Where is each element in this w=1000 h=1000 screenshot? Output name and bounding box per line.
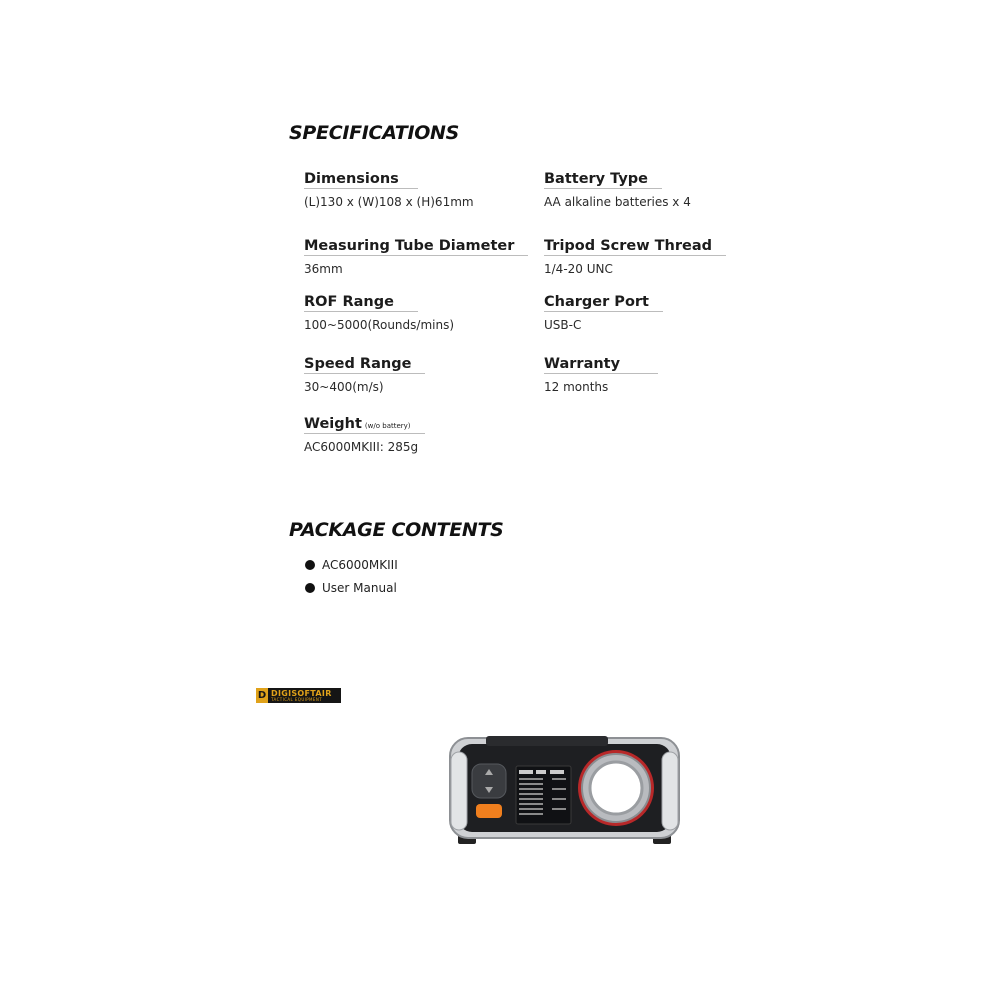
spec-label: [304, 416, 425, 434]
logo-name: DIGISOFTAIR: [271, 688, 332, 698]
spec-value: AC6000MKIII: 285g: [304, 440, 419, 454]
spec-label: Charger Port: [544, 294, 663, 312]
chronograph-device-icon: [448, 732, 683, 847]
spec-value: AA alkaline batteries x 4: [544, 195, 691, 209]
package-contents-title: PACKAGE CONTENTS: [289, 519, 504, 541]
spec-rof-range: [304, 291, 454, 332]
list-item-text: User Manual: [322, 581, 397, 595]
spec-value: 30~400(m/s): [304, 380, 384, 394]
spec-label: Tripod Screw Thread: [544, 238, 726, 256]
spec-label-note: (w/o battery): [364, 422, 411, 430]
spec-label-text: Weight: [304, 416, 362, 432]
list-item: [305, 558, 398, 572]
spec-label: Speed Range: [304, 356, 425, 374]
spec-value: 36mm: [304, 262, 343, 276]
logo-tagline: TACTICAL EQUIPMENT: [271, 696, 323, 702]
spec-label: Dimensions: [304, 171, 418, 189]
list-item: [305, 581, 397, 595]
spec-weight: [304, 413, 425, 454]
spec-value: 12 months: [544, 380, 609, 394]
bullet-icon: [305, 583, 315, 593]
spec-label: ROF Range: [304, 294, 418, 312]
spec-label: Warranty: [544, 356, 658, 374]
spec-dimensions: [304, 168, 474, 209]
spec-label: Battery Type: [544, 171, 662, 189]
spec-value: 100~5000(Rounds/mins): [304, 318, 455, 332]
bullet-icon: [305, 560, 315, 570]
spec-speed-range: [304, 353, 425, 394]
spec-charger-port: [544, 291, 663, 332]
store-logo: [256, 688, 341, 703]
spec-battery-type: [544, 168, 691, 209]
spec-label: Measuring Tube Diameter: [304, 238, 528, 256]
spec-value: USB-C: [544, 318, 582, 332]
spec-value: 1/4-20 UNC: [544, 262, 613, 276]
spec-measuring-tube-diameter: [304, 235, 528, 276]
spec-value: (L)130 x (W)108 x (H)61mm: [304, 195, 474, 209]
logo-mark: D: [257, 690, 267, 701]
list-item-text: AC6000MKIII: [322, 558, 398, 572]
spec-tripod-screw-thread: [544, 235, 726, 276]
specifications-title: SPECIFICATIONS: [289, 122, 460, 144]
spec-warranty: [544, 353, 658, 394]
product-image: [448, 732, 683, 851]
